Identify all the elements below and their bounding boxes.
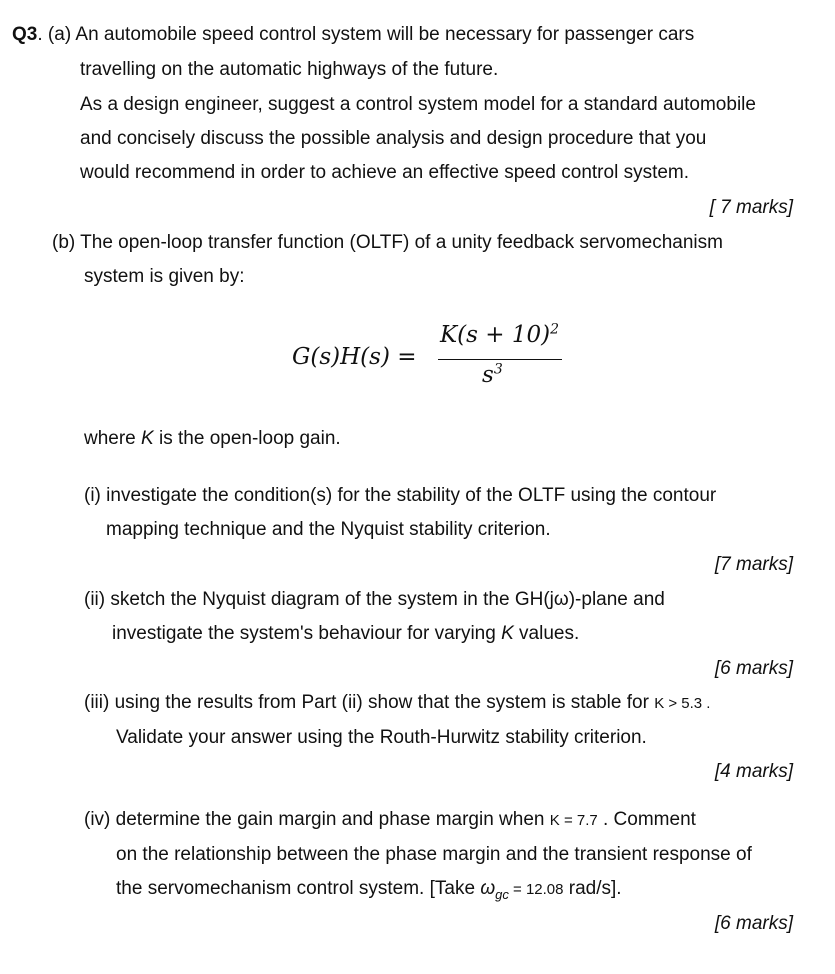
- part-a-line-4: and concisely discuss the possible analysis and design procedure that you: [80, 128, 707, 149]
- where-line: where K is the open-loop gain.: [84, 428, 341, 449]
- part-a-label: (a): [47, 24, 72, 45]
- part-b-line-1: (b) The open-loop transfer function (OLTF) of a unity feedback servomechanism: [52, 232, 723, 253]
- sub-iii-marks: [4 marks]: [714, 761, 793, 782]
- question-number: Q3: [12, 24, 38, 45]
- equation-denominator: $s^3$: [482, 361, 503, 388]
- gain-variable: K: [141, 428, 154, 449]
- sub-i-marks: [7 marks]: [714, 554, 793, 575]
- gain-variable-ii: K: [501, 623, 514, 644]
- question-separator: .: [37, 24, 48, 45]
- part-b-line-2: system is given by:: [84, 266, 245, 287]
- stability-condition: K > 5.3: [654, 695, 703, 712]
- part-a-line-3: As a design engineer, suggest a control system model for a standard automobile: [80, 94, 756, 115]
- equation-numerator: $K(s + 10)^2$: [440, 321, 560, 348]
- sub-iv-marks: [6 marks]: [714, 913, 793, 934]
- sub-i-line-2: mapping technique and the Nyquist stability criterion.: [106, 519, 551, 540]
- omega-symbol: ω: [480, 878, 496, 899]
- transfer-function-equation: [292, 322, 582, 392]
- omega-subscript: gc: [495, 886, 509, 902]
- part-a-line-1: An automobile speed control system will be necessary for passenger cars: [75, 24, 695, 45]
- part-a-line-2: travelling on the automatic highways of the future.: [80, 59, 499, 80]
- question-header: [12, 24, 694, 46]
- fraction-bar: [438, 359, 562, 360]
- sub-ii-line-1: (ii) sketch the Nyquist diagram of the system in the GH(jω)-plane and: [84, 589, 665, 610]
- gain-value: K = 7.7: [549, 812, 598, 829]
- sub-i-line-1: (i) investigate the condition(s) for the stability of the OLTF using the contour: [84, 485, 717, 506]
- sub-iv-line-2: on the relationship between the phase margin and the transient response of: [116, 844, 752, 865]
- sub-iv-line-3: the servomechanism control system. [Take $\omega_{gc} = 12.08$ rad/s].: [116, 878, 622, 902]
- sub-iii-line-1: (iii) using the results from Part (ii) show that the system is stable for K > 5.3 .: [84, 692, 711, 713]
- part-a-line-5: would recommend in order to achieve an effective speed control system.: [80, 162, 690, 183]
- crossover-frequency: = 12.08: [508, 881, 564, 898]
- part-a-marks: [ 7 marks]: [709, 197, 793, 218]
- sub-ii-marks: [6 marks]: [714, 658, 793, 679]
- sub-iii-line-2: Validate your answer using the Routh-Hurwitz stability criterion.: [116, 727, 647, 748]
- sub-iv-line-1: (iv) determine the gain margin and phase margin when K = 7.7 . Comment: [84, 809, 696, 830]
- sub-ii-line-2: investigate the system's behaviour for varying K values.: [112, 623, 580, 644]
- equation-lhs: G(s)H(s) =: [292, 344, 417, 370]
